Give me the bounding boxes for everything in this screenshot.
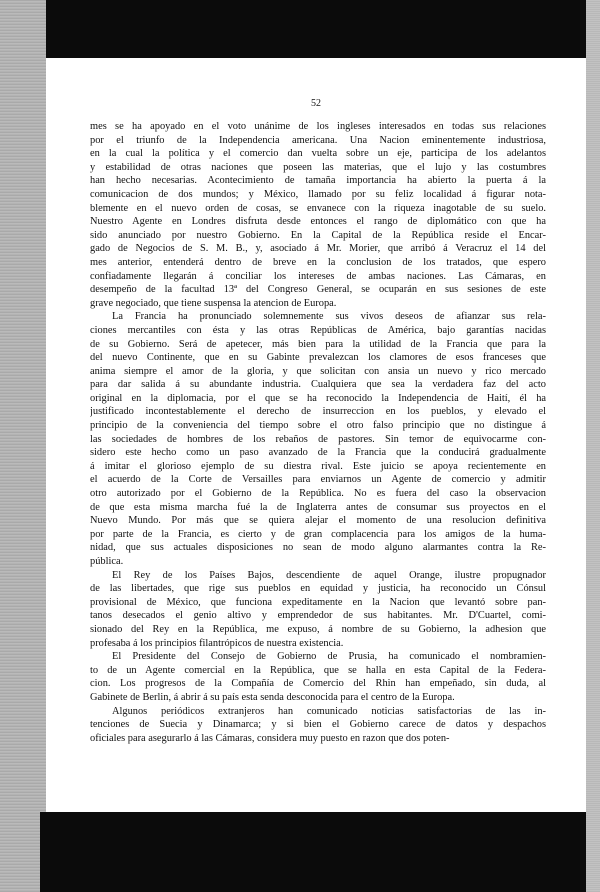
text-line: justificado incontestablemente el derecho de insurreccion en los pueblos, y elevado el — [90, 406, 546, 418]
scan-edge-left — [0, 0, 46, 892]
text-line: para dar salida á su abundante industria. Cualquiera que sea la verdadera faz del acto — [90, 379, 546, 391]
text-line: del nuevo Continente, que en su Gabinte prevalezcan los clamores de esos franceses que — [90, 352, 546, 364]
text-line: tanos desecados el genio altivo y emprendedor de sus habitantes. Mr. D'Cuartel, comi- — [90, 610, 546, 622]
paragraph — [90, 705, 546, 746]
text-line: por el triunfo de la Independencia americana. Una Nacion eminentemente industriosa, — [90, 134, 546, 146]
text-line: gado de Negocios de S. M. B., y, asociado á Mr. Morier, que arribó á Veracruz el 14 del — [90, 243, 546, 255]
text-line: mes anterior, entenderá dentro de breve en la conclusion de los tratados, que espero — [90, 256, 546, 268]
text-line: de que esta misma marcha fué la de Inglaterra antes de consumar sus proyectos en el — [90, 501, 546, 513]
text-line: Gabinete de Berlin, á abrir á su país esta senda desconocida para el centro de la Europa. — [90, 691, 455, 703]
text-line: sionado del Rey en la República, me expuso, á nombre de su Gobierno, la adhesion que — [90, 623, 546, 635]
scan-bottom-border — [40, 812, 586, 892]
text-line: principio de la conveniencia del tiempo sobre el otro falso principio que no distingue á — [90, 420, 546, 432]
text-line: de las libertades, que rige sus pueblos en equidad y justicia, ha reconocido un Cónsul — [90, 583, 546, 595]
text-line: La Francia ha pronunciado solemnemente sus vivos deseos de afianzar sus rela- — [112, 311, 546, 323]
text-line: provisional de México, que funciona expeditamente en la Nacion que levantó sobre pan- — [90, 596, 546, 608]
text-line: to de un Agente comercial en la República, que se halla en esta Capital de la Federa- — [90, 664, 546, 676]
text-line: desempeño de la facultad 13ª del Congreso General, se ocuparán en sus sesiones de este — [90, 284, 546, 296]
text-line: han hecho necesarias. Acontecimiento de tamaña importancia ha abierto la puerta á la — [90, 175, 546, 187]
paragraph — [90, 310, 546, 568]
text-line: comunicacion de dos mundos; y México, llamado por su feliz localidad á figurar nota- — [90, 188, 546, 200]
text-line: profesaba á los principios filantrópicos de nuestra existencia. — [90, 637, 344, 649]
text-line: Nuestro Agente en Londres disfruta desde entonces el rango de diplomático con que ha — [90, 216, 546, 228]
text-line: Algunos periódicos extranjeros han comunicado noticias satisfactorias de las in- — [112, 705, 546, 717]
text-line: ciones mercantiles con ésta y las otras Repúblicas de América, bajo garantías nacidas — [90, 324, 546, 336]
text-line: por parte de la Francia, es cierto y de gran complacencia para los amigos de la huma- — [90, 528, 546, 540]
text-line: sidero este hecho como un paso avanzado de la Francia que la conducirá gradualmente — [90, 447, 546, 459]
text-line: de su Gobierno. Será de apetecer, más bien para la utilidad de la Francia que para la — [90, 338, 546, 350]
paragraph — [90, 650, 546, 704]
text-line: oficiales para asegurarlo á las Cámaras, considera muy puesto en razon que dos poten- — [90, 732, 450, 744]
text-line: el acuerdo de la Corte de Versailles para enviarnos un Agente de comercio y admitir — [90, 474, 546, 486]
text-line: original en la diplomacia, por el que se ha reconocido la Independencia de Haití, él ha — [90, 392, 546, 404]
text-line: El Rey de los Países Bajos, descendiente de aquel Orange, ilustre propugnador — [112, 569, 546, 581]
text-line: El Presidente del Consejo de Gobierno de Prusia, ha comunicado el nombramien- — [112, 651, 546, 663]
text-line: tenciones de Suecia y Dinamarca; y si bien el Gobierno carece de datos y despachos — [90, 719, 546, 731]
text-line: sido anunciado por nuestro Gobierno. En la Capital de la República reside el Encar- — [90, 229, 546, 241]
text-line: y estabilidad de otras naciones que poseen las materias, que el lujo y las costumbres — [90, 161, 546, 173]
document-page — [46, 58, 586, 812]
text-line: confiadamente llegarán á conciliar los intereses de ambas naciones. Las Cámaras, en — [90, 270, 546, 282]
text-line: nidad, que sus actuales disposiciones no sean de modo alguno alarmantes contra la Re- — [90, 542, 546, 554]
body-text — [90, 120, 546, 745]
text-line: anima siempre el amor de la gloria, y que solicitan con ansia un nuevo y rico mercado — [90, 365, 546, 377]
text-line: las sociedades de hombres de los rebaños de pastores. Sin temor de equivocarme con- — [90, 433, 546, 445]
scan-edge-right — [586, 0, 600, 892]
scan-top-border — [46, 0, 586, 58]
text-line: pública. — [90, 556, 124, 567]
text-line: á imitar el glorioso ejemplo de su diestra rival. Este juicio se apoya recientemente en — [90, 460, 546, 472]
paragraph — [90, 569, 546, 651]
text-line: Nuevo Mundo. Por más que se quiera alejar el momento de una resolucion definitiva — [90, 515, 546, 527]
paragraph — [90, 120, 546, 310]
text-line: cion. Los progresos de la Compañía de Comercio del Rhin han empeñado, sin duda, al — [90, 678, 546, 690]
text-line: blemente en el nuevo orden de cosas, se envanece con la riqueza inagotable de su suelo. — [90, 202, 546, 214]
text-line: en la cual la política y el comercio dan vuelta sobre un eje, participa de los adelantos — [90, 148, 546, 160]
page-number: 52 — [311, 98, 321, 109]
text-line: grave negociado, que tiene suspensa la atencion de Europa. — [90, 297, 337, 309]
text-line: otro autorizado por el Gobierno de la República. No es fuera del caso la observacion — [90, 488, 546, 500]
text-line: mes se ha apoyado en el voto unánime de los ingleses interesados en todas sus relaciones — [90, 121, 546, 132]
